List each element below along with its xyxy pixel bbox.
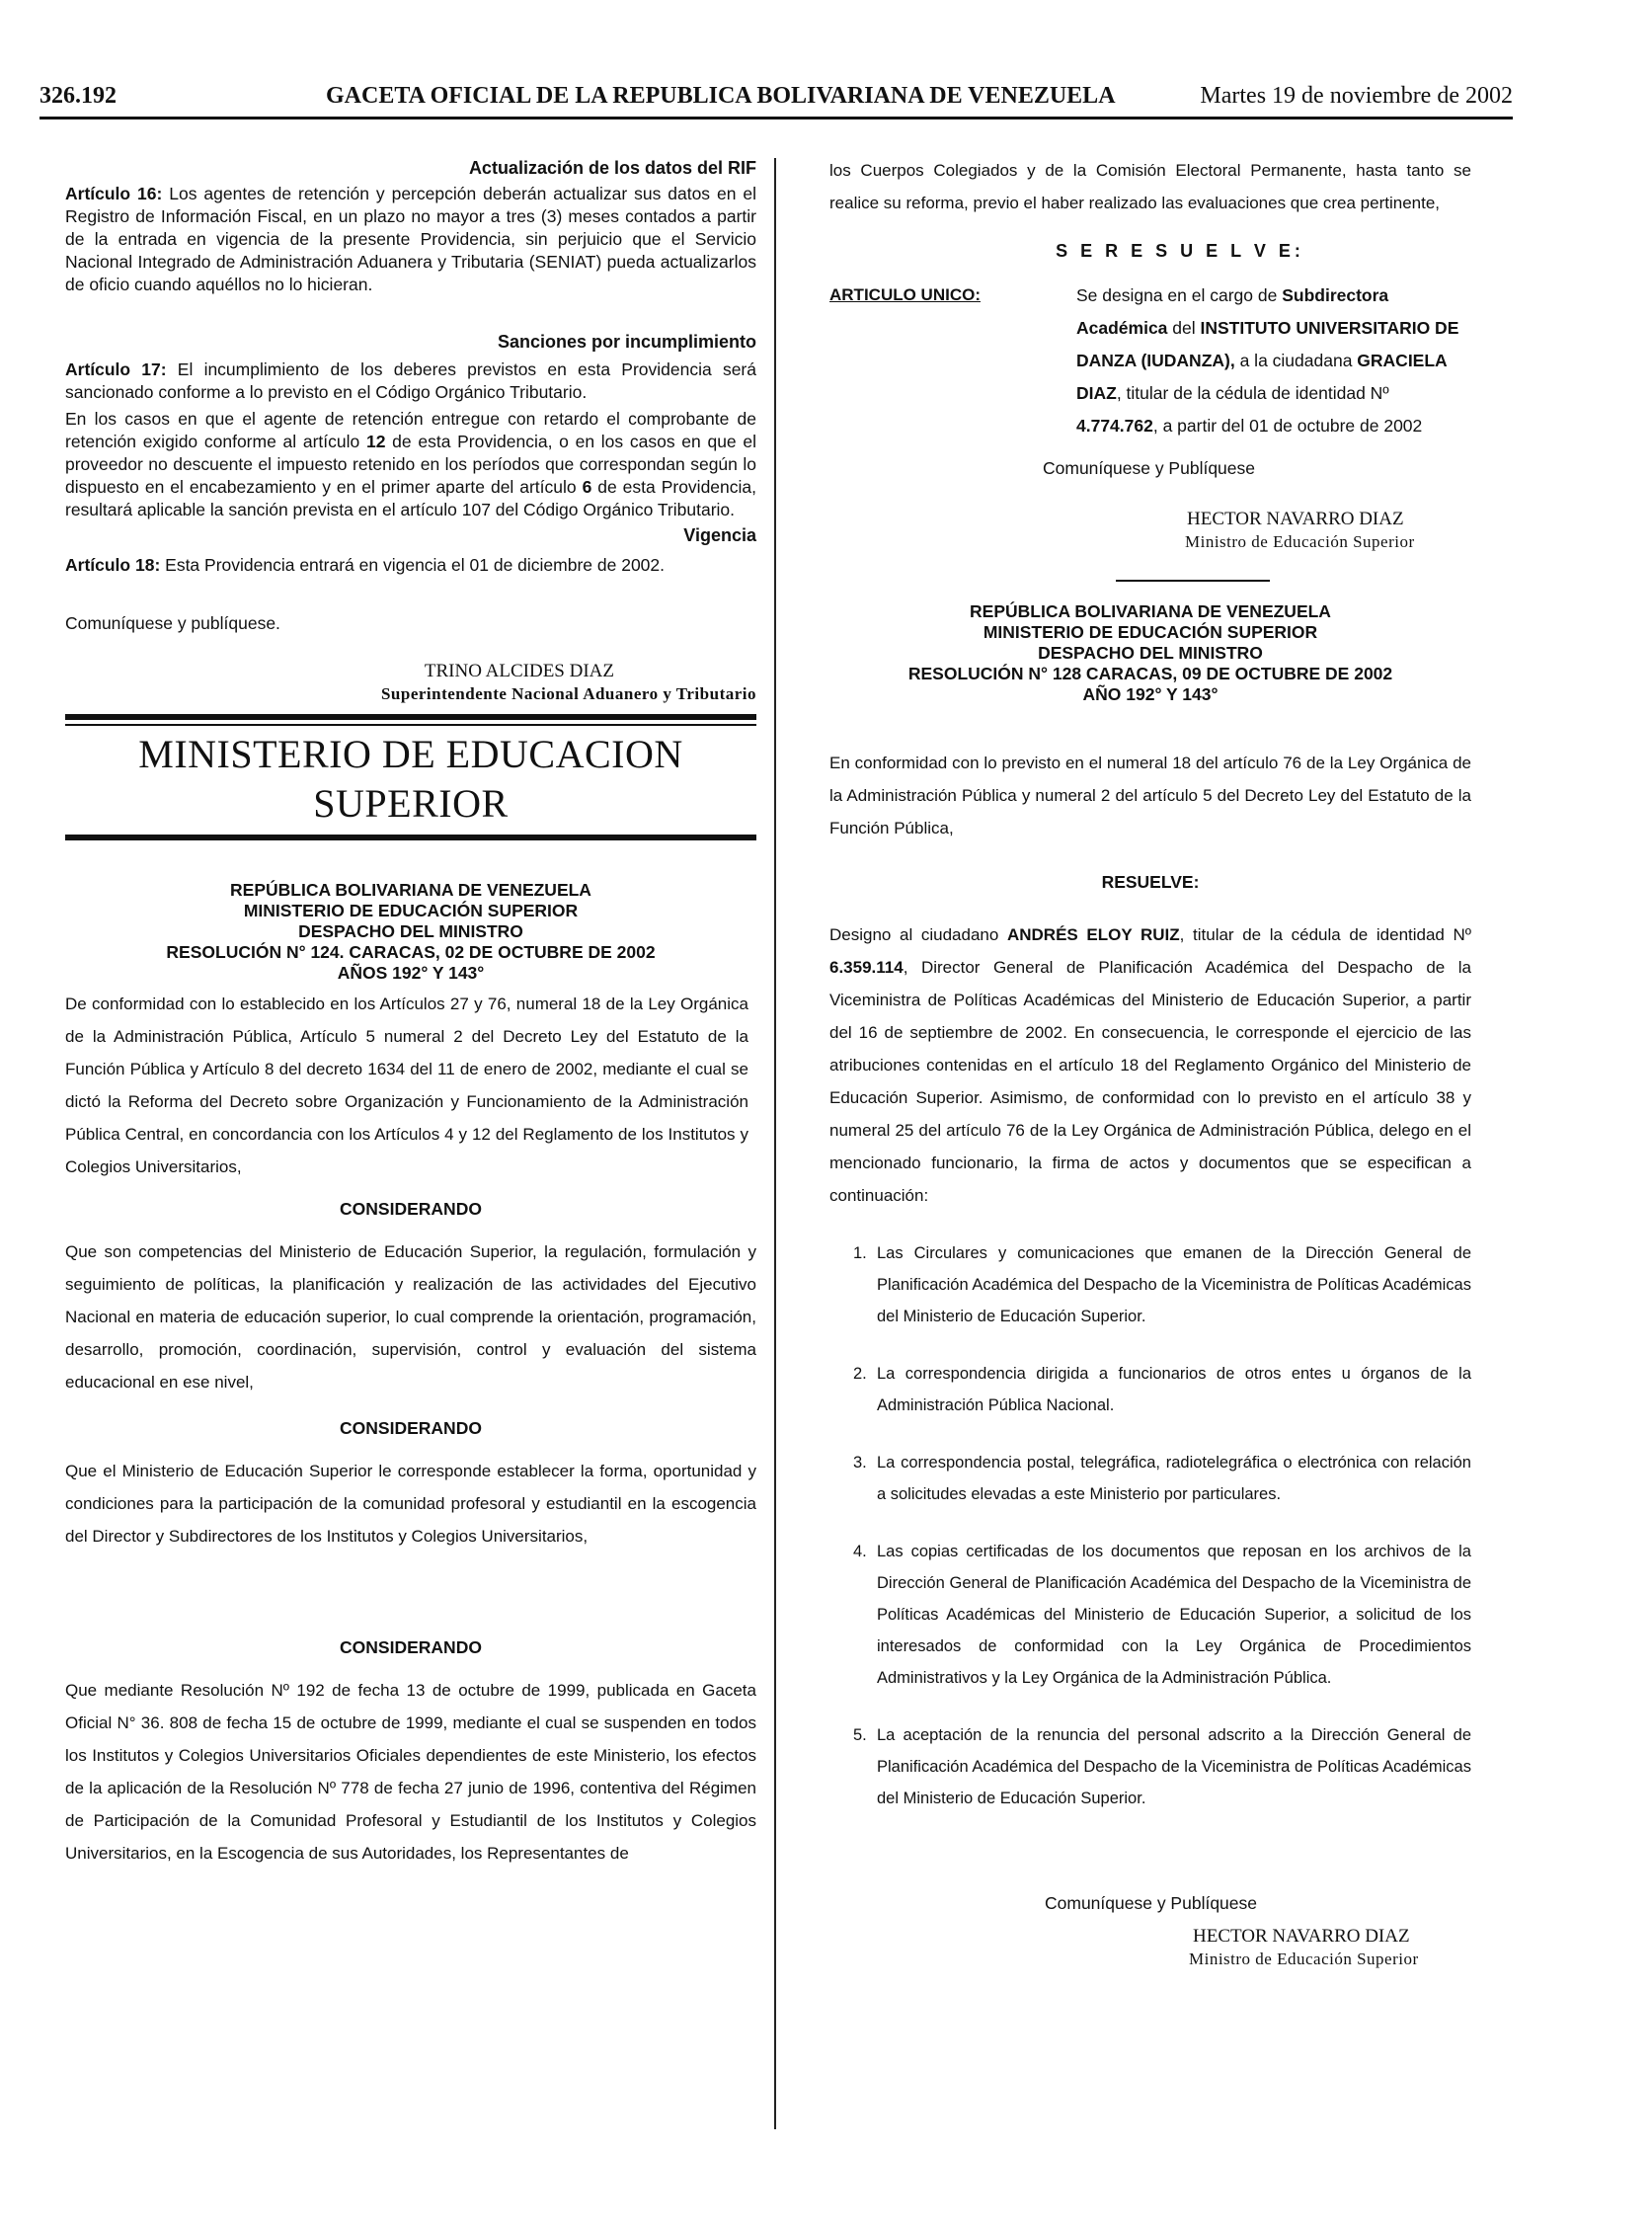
delegated-item-text: La aceptación de la renuncia del personal adscrito a la Dirección General de Planificación Académica del Despacho de la Viceministra de Políticas Académicas del Ministerio de Educación Superior. <box>877 1726 1471 1807</box>
article-17-text: El incumplimiento de los deberes previstos en esta Providencia será sancionado conforme a lo previsto en el Código Orgánico Tributario. <box>65 359 756 402</box>
header-rule <box>39 117 1513 119</box>
considerando-2-label: CONSIDERANDO <box>340 1418 482 1438</box>
delegated-item <box>829 1447 1471 1510</box>
article-17-paragraph-2 <box>65 408 756 521</box>
considerando-2-text: Que el Ministerio de Educación Superior le corresponde establecer la forma, oportunidad y condiciones para la participación de la comunidad profesoral y estudiantil en la escogencia del Director y Subdirectores de los Institutos y Colegios Universitarios, <box>65 1462 756 1546</box>
res124-office: DESPACHO DEL MINISTRO <box>298 921 523 941</box>
delegated-items-list <box>829 1237 1471 1814</box>
art17-p2-a: En los casos en que el agente de retención entregue con retardo el comprobante de retención exigido conforme al artículo <box>65 409 756 451</box>
articulo-unico-label: ARTICULO UNICO: <box>829 285 981 304</box>
article-18-text: Esta Providencia entrará en vigencia el 01 de diciembre de 2002. <box>160 555 666 575</box>
article-18 <box>65 554 756 577</box>
res128-ministry: MINISTERIO DE EDUCACIÓN SUPERIOR <box>983 622 1318 642</box>
column-divider <box>774 158 776 2129</box>
banner-rule-bottom <box>65 835 756 840</box>
des-1: Designo al ciudadano <box>829 925 1007 944</box>
res124-ministry: MINISTERIO DE EDUCACIÓN SUPERIOR <box>243 901 579 920</box>
delegated-item-text: La correspondencia dirigida a funcionarios de otros entes u órganos de la Administración Pública Nacional. <box>877 1365 1471 1414</box>
des-3: , titular de la cédula de identidad Nº <box>1179 925 1471 944</box>
signer-2-role: Ministro de Educación Superior <box>1189 1950 1419 1968</box>
article-16 <box>65 183 756 296</box>
art17-p2-d: 6 <box>582 477 592 497</box>
res124-years: AÑOS 192° Y 143° <box>337 963 485 983</box>
signer-1-role: Ministro de Educación Superior <box>1185 532 1415 551</box>
signer-name: TRINO ALCIDES DIAZ <box>424 661 614 681</box>
resolution-124-header <box>65 880 756 984</box>
signer-role: Superintendente Nacional Aduanero y Tributario <box>380 684 756 703</box>
au-9: , a partir del 01 de octubre de 2002 <box>1152 416 1423 436</box>
considerando-1-label: CONSIDERANDO <box>340 1199 482 1219</box>
article-16-label: Artículo 16: <box>65 184 163 203</box>
publication-title: GACETA OFICIAL DE LA REPUBLICA BOLIVARIANA DE VENEZUELA <box>326 83 1116 109</box>
res124-republic: REPÚBLICA BOLIVARIANA DE VENEZUELA <box>230 880 591 900</box>
publication-date: Martes 19 de noviembre de 2002 <box>1200 83 1513 109</box>
au-8: 4.774.762 <box>1076 416 1153 436</box>
designation-text <box>829 918 1471 1212</box>
signer-1-name: HECTOR NAVARRO DIAZ <box>1187 509 1404 529</box>
separator-rule <box>1116 580 1270 582</box>
banner-rule-top <box>65 714 756 720</box>
considerando-3-text: Que mediante Resolución Nº 192 de fecha 13 de octubre de 1999, publicada en Gaceta Oficial N° 36. 808 de fecha 15 de octubre de 1999, mediante el cual se suspenden en todos los Institutos y Colegios Universitarios Oficiales dependientes de este Ministerio, los efectos de la aplicación de la Resolución Nº 778 de fecha 27 junio de 1996, contentiva del Régimen de Participación de la Comunidad Profesoral y Estudiantil de los Institutos y Colegios Universitarios, en la Escogencia de sus Autoridades, los Representantes de <box>65 1681 756 1863</box>
page-header <box>39 83 1513 115</box>
considerando-3-label: CONSIDERANDO <box>340 1637 482 1657</box>
se-resuelve: S E R E S U E L V E: <box>1056 241 1304 261</box>
signer-2-name: HECTOR NAVARRO DIAZ <box>1193 1926 1410 1947</box>
res128-intro: En conformidad con lo previsto en el numeral 18 del artículo 76 de la Ley Orgánica de la Administración Pública y numeral 2 del artículo 5 del Decreto Ley del Estatuto de la Función Pública, <box>829 754 1471 837</box>
au-5: a la ciudadana <box>1234 351 1358 370</box>
au-2: Subdirectora Académica <box>1076 285 1389 338</box>
article-18-label: Artículo 18: <box>65 555 161 575</box>
rif-heading: Actualización de los datos del RIF <box>468 158 756 178</box>
des-5: , Director General de Planificación Académica del Despacho de la Viceministra de Políticas Académicas del Ministerio de Educación Superior, a partir del 16 de septiembre de 2002. En consecuencia, le corresponde el ejercicio de las atribuciones contenidas en el artículo 18 del Reglamento Orgánico del Ministerio de Educación Superior. Asimismo, de conformidad con lo previsto en el artículo 38 y numeral 25 del artículo 76 de la Ley Orgánica de Administración Pública, delego en el mencionado funcionario, la firma de actos y documentos que se especifican a continuación: <box>829 958 1471 1205</box>
page-number: 326.192 <box>39 83 117 109</box>
considerando-1-text: Que son competencias del Ministerio de Educación Superior, la regulación, formulación y seguimiento de políticas, la planificación y realización de las actividades del Ejecutivo Nacional en materia de educación superior, lo cual comprende la orientación, programación, desarrollo, promoción, coordinación, supervisión, control y evaluación del sistema educacional en ese nivel, <box>65 1242 756 1392</box>
sanciones-heading: Sanciones por incumplimiento <box>497 332 756 352</box>
au-4: INSTITUTO UNIVERSITARIO DE DANZA (IUDANZA), <box>1076 318 1459 370</box>
art17-p2-c: de esta Providencia, o en los casos en que el proveedor no descuente el impuesto retenido en los períodos que correspondan según lo dispuesto en el encabezamiento y en el primer aparte del artículo <box>65 432 756 497</box>
ministry-title-line2: SUPERIOR <box>313 781 509 826</box>
delegated-item <box>829 1719 1471 1814</box>
closing-1: Comuníquese y Publíquese <box>1043 458 1255 478</box>
au-3: del <box>1167 318 1201 338</box>
right-column <box>829 154 1471 1969</box>
delegated-item <box>829 1237 1471 1332</box>
vigencia-heading: Vigencia <box>683 525 756 545</box>
delegated-item-number: 5. <box>853 1726 867 1744</box>
delegated-item-text: Las copias certificadas de los documentos que reposan en los archivos de la Dirección General de Planificación Académica del Despacho de la Viceministra de Políticas Académicas del Ministerio de Educación Superior, a solicitud de los interesados de conformidad con la Ley Orgánica de Procedimientos Administrativos y la Ley Orgánica de la Administración Pública. <box>877 1543 1471 1687</box>
res124-intro: De conformidad con lo establecido en los Artículos 27 y 76, numeral 18 de la Ley Orgánica de la Administración Pública, Artículo 5 numeral 2 del Decreto Ley del Estatuto de la Función Pública y Artículo 8 del decreto 1634 del 11 de enero de 2002, mediante el cual se dictó la Reforma del Decreto sobre Organización y Funcionamiento de la Administración Pública Central, en concordancia con los Artículos 4 y 12 del Reglamento de los Institutos y Colegios Universitarios, <box>65 995 748 1176</box>
delegated-item <box>829 1358 1471 1421</box>
art17-p2-e: de esta Providencia, resultará aplicable la sanción prevista en el artículo 107 del Código Orgánico Tributario. <box>65 477 757 519</box>
article-16-text: Los agentes de retención y percepción deberán actualizar sus datos en el Registro de Información Fiscal, en un plazo no mayor a tres (3) meses contados a partir de la entrada en vigencia de la presente Providencia, sin perjuicio que el Servicio Nacional Integrado de Administración Aduanera y Tributaria (SENIAT) pueda actualizarlos de oficio cuando aquéllos no lo hicieran. <box>65 184 756 294</box>
articulo-unico <box>829 279 1471 442</box>
delegated-item-text: Las Circulares y comunicaciones que emanen de la Dirección General de Planificación Académica del Despacho de la Viceministra de Políticas Académicas del Ministerio de Educación Superior. <box>877 1244 1471 1325</box>
closing-publiquese: Comuníquese y publíquese. <box>65 613 280 633</box>
au-7: , titular de la cédula de identidad Nº <box>1116 383 1389 403</box>
left-column <box>65 158 756 1870</box>
article-17-label: Artículo 17: <box>65 359 167 379</box>
delegated-item-number: 1. <box>853 1244 867 1262</box>
banner-rule-top-thin <box>65 724 756 726</box>
ministry-banner <box>65 714 756 840</box>
delegated-item-text: La correspondencia postal, telegráfica, radiotelegráfica o electrónica con relación a solicitudes elevadas a este Ministerio por particulares. <box>877 1454 1471 1503</box>
art17-p2-b: 12 <box>365 432 386 451</box>
ministry-title-line1: MINISTERIO DE EDUCACION <box>138 732 683 776</box>
au-1: Se designa en el cargo de <box>1076 285 1283 305</box>
resuelve-heading: RESUELVE: <box>1101 872 1200 892</box>
res128-number: RESOLUCIÓN N° 128 CARACAS, 09 DE OCTUBRE DE 2002 <box>907 664 1393 683</box>
continuation-text: los Cuerpos Colegiados y de la Comisión Electoral Permanente, hasta tanto se realice su reforma, previo el haber realizado las evaluaciones que crea pertinente, <box>829 161 1471 212</box>
au-6: GRACIELA DIAZ <box>1076 351 1448 403</box>
des-2: ANDRÉS ELOY RUIZ <box>1006 925 1180 944</box>
closing-2: Comuníquese y Publíquese <box>1045 1893 1257 1913</box>
delegated-item-number: 3. <box>853 1454 867 1472</box>
res128-years: AÑO 192° Y 143° <box>1082 684 1219 704</box>
delegated-item <box>829 1536 1471 1694</box>
articulo-unico-text <box>1076 279 1471 442</box>
delegated-item-number: 4. <box>853 1543 867 1560</box>
res124-number: RESOLUCIÓN N° 124. CARACAS, 02 DE OCTUBRE DE 2002 <box>166 942 656 962</box>
des-4: 6.359.114 <box>829 958 904 977</box>
delegated-item-number: 2. <box>853 1365 867 1383</box>
res128-republic: REPÚBLICA BOLIVARIANA DE VENEZUELA <box>970 601 1331 621</box>
resolution-128-header <box>829 601 1471 705</box>
res128-office: DESPACHO DEL MINISTRO <box>1038 643 1263 663</box>
article-17 <box>65 358 756 404</box>
